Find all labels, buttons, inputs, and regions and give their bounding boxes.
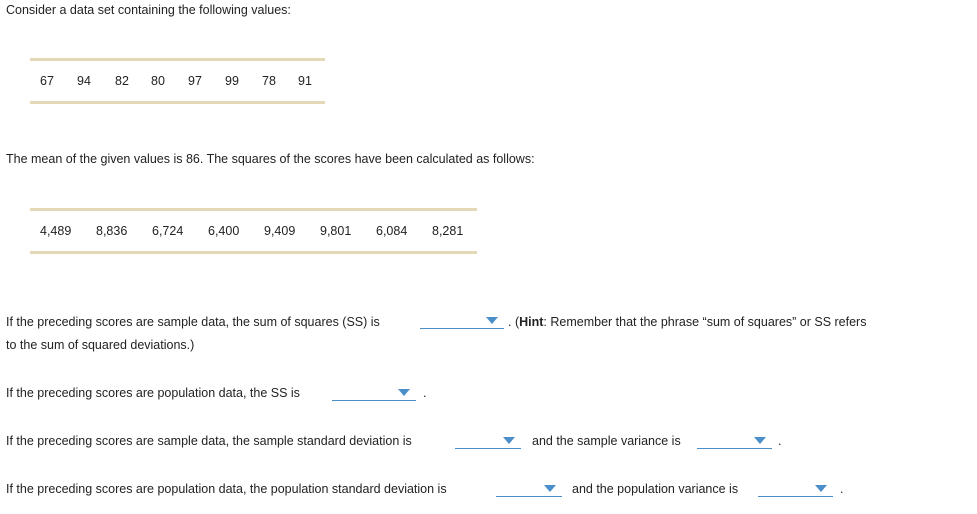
q4-mid-text: and the population variance is [572, 482, 739, 496]
square-cell: 4,489 [40, 224, 72, 238]
q3-mid-text: and the sample variance is [532, 434, 681, 448]
q1-hint [508, 314, 866, 330]
q2-text: If the preceding scores are population data, the SS is [6, 386, 300, 400]
square-cell: 6,084 [376, 224, 408, 238]
squares-table [30, 208, 477, 254]
mean-statement: The mean of the given values is 86. The squares of the scores have been calculated as follows: [6, 152, 535, 166]
value-cell: 97 [188, 74, 202, 88]
hint-label: Hint [519, 315, 544, 329]
value-cell: 82 [115, 74, 129, 88]
value-cell: 80 [151, 74, 165, 88]
square-cell: 8,281 [432, 224, 464, 238]
q1-sum-of-squares-dropdown[interactable] [420, 314, 504, 329]
chevron-down-icon [754, 437, 766, 444]
q2-period: . [423, 386, 427, 400]
hint-text: : Remember that the phrase “sum of squares” or SS refers [543, 315, 867, 329]
q3-sample-sd-dropdown[interactable] [455, 434, 521, 449]
value-cell: 99 [225, 74, 239, 88]
value-cell: 78 [262, 74, 276, 88]
chevron-down-icon [398, 389, 410, 396]
q3-text: If the preceding scores are sample data, the sample standard deviation is [6, 434, 412, 448]
q3-period: . [778, 434, 782, 448]
square-cell: 8,836 [96, 224, 128, 238]
q3-sample-variance-dropdown[interactable] [697, 434, 772, 449]
square-cell: 6,724 [152, 224, 184, 238]
chevron-down-icon [815, 485, 827, 492]
q1-text: If the preceding scores are sample data, the sum of squares (SS) is [6, 315, 380, 329]
square-cell: 9,409 [264, 224, 296, 238]
values-table [30, 58, 325, 104]
q4-population-variance-dropdown[interactable] [758, 482, 833, 497]
q4-period: . [840, 482, 844, 496]
q4-population-sd-dropdown[interactable] [496, 482, 562, 497]
square-cell: 6,400 [208, 224, 240, 238]
chevron-down-icon [503, 437, 515, 444]
value-cell: 91 [298, 74, 312, 88]
intro-text: Consider a data set containing the following values: [6, 3, 291, 17]
value-cell: 67 [40, 74, 54, 88]
q1-hint-continuation: to the sum of squared deviations.) [6, 338, 195, 352]
chevron-down-icon [486, 317, 498, 324]
chevron-down-icon [544, 485, 556, 492]
q4-text: If the preceding scores are population data, the population standard deviation is [6, 482, 447, 496]
square-cell: 9,801 [320, 224, 352, 238]
hint-prefix: . ( [508, 315, 520, 329]
q2-ss-dropdown[interactable] [332, 386, 416, 401]
value-cell: 94 [77, 74, 91, 88]
